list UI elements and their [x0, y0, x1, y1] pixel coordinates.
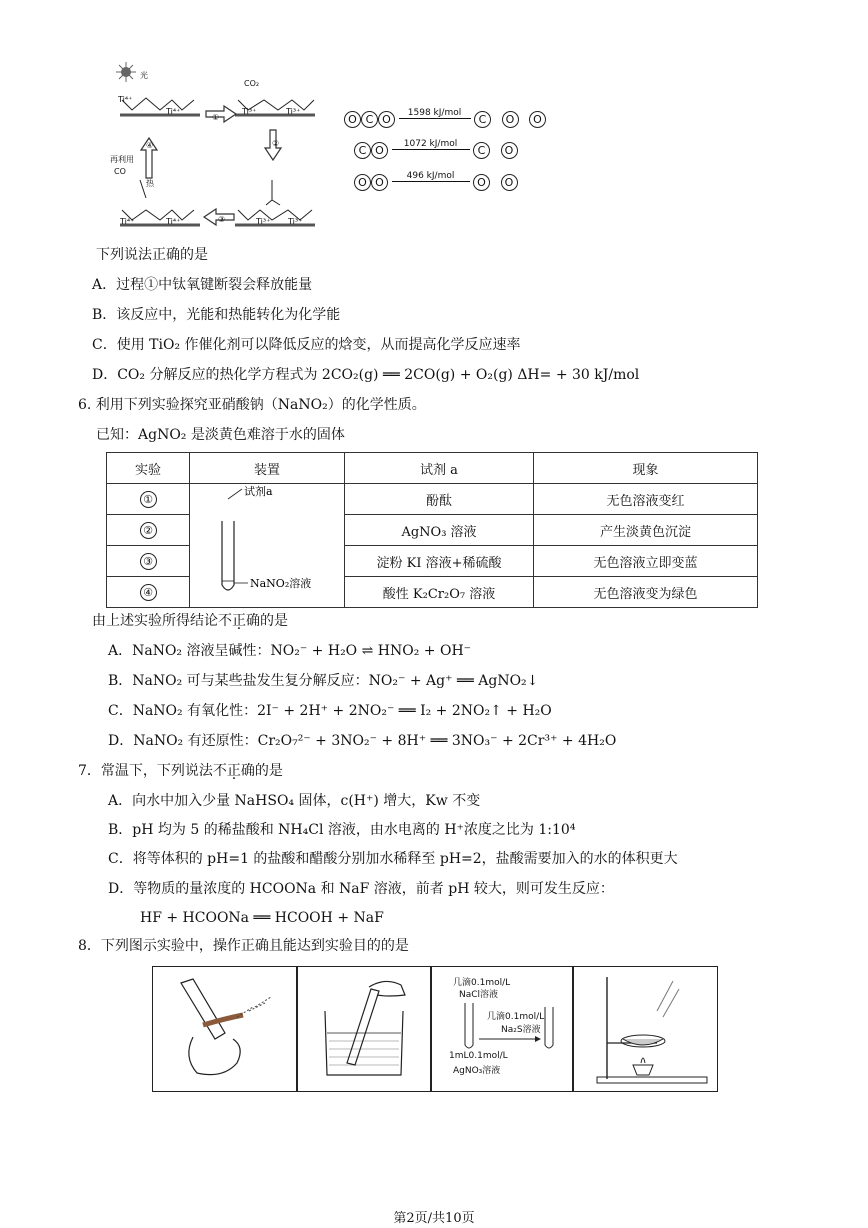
table-header: 实验: [107, 453, 190, 484]
table-cell: 淀粉 KI 溶液+稀硫酸: [345, 546, 534, 577]
q5-option-b: B．该反应中，光能和热能转化为化学能: [92, 307, 341, 323]
q7-option-c: C．将等体积的 pH=1 的盐酸和醋酸分别加水稀释至 pH=2，盐酸需要加入的水的体积更大: [108, 851, 678, 867]
co2-label: CO₂: [244, 79, 260, 88]
q5-stem: 下列说法正确的是: [96, 247, 208, 263]
q6-option-a: A．NaNO₂ 溶液呈碱性：NO₂⁻ + H₂O ⇌ HNO₂ + OH⁻: [108, 643, 472, 659]
q6-option-b: B．NaNO₂ 可与某些盐发生复分解反应：NO₂⁻ + Ag⁺ ══ AgNO₂↓: [108, 673, 539, 689]
experiment-table: [106, 452, 758, 608]
ti-label: Ti⁴⁺: [166, 107, 181, 116]
panel3-label: 几滴0.1mol/L: [487, 1012, 545, 1022]
table-cell: ③: [107, 546, 190, 577]
energy-value: 1072 kJ/mol: [392, 139, 470, 150]
energy-row: O O 496 kJ/mol O O: [354, 171, 518, 191]
q7-stem: 7．常温下，下列说法不正确的是: [78, 763, 283, 779]
mechanism-figure: [110, 60, 330, 235]
page-footer: 第2页/共10页: [393, 1211, 475, 1226]
heat-label: 热: [146, 179, 154, 188]
step-label: ④: [146, 141, 154, 150]
device-cell: [190, 484, 345, 608]
q6-conclusion-stem: 由上述实验所得结论不正确的是: [92, 613, 288, 629]
energy-row: C O 1072 kJ/mol C O: [354, 139, 518, 159]
panel3-label: NaCl溶液: [459, 990, 499, 1000]
table-cell: 无色溶液变红: [534, 484, 758, 515]
test-tubes-arrow-icon: [431, 967, 573, 1091]
table-cell: ④: [107, 577, 190, 608]
q8-panel-1: [152, 966, 298, 1092]
step-label: ②: [272, 139, 280, 148]
q6-option-d: D．NaNO₂ 有还原性：Cr₂O₇²⁻ + 3NO₂⁻ + 8H⁺ ══ 3NO₃⁻ + 2Cr³⁺ + 4H₂O: [108, 733, 617, 749]
table-cell: 无色溶液立即变蓝: [534, 546, 758, 577]
q7-option-b: B．pH 均为 5 的稀盐酸和 NH₄Cl 溶液，由水电离的 H⁺浓度之比为 1:10⁴: [108, 822, 576, 838]
q5-option-d: D．CO₂ 分解反应的热化学方程式为 2CO₂(g) ══ 2CO(g) + O₂(g) ΔH= + 30 kJ/mol: [92, 367, 640, 383]
q6-stem: 6. 利用下列实验探究亚硝酸钠（NaNO₂）的化学性质。: [78, 397, 426, 413]
panel3-label: 几滴0.1mol/L: [453, 978, 511, 988]
q8-panel-4: [572, 966, 718, 1092]
table-cell: ①: [107, 484, 190, 515]
co-label: CO: [114, 167, 126, 176]
table-cell: ②: [107, 515, 190, 546]
q5-option-a: A．过程①中钛氧键断裂会释放能量: [92, 277, 313, 293]
q7-option-d: D．等物质的量浓度的 HCOONa 和 NaF 溶液，前者 pH 较大，则可发生反应：: [108, 881, 614, 897]
device-label-top: 试剂a: [244, 484, 273, 498]
ti-label: Ti⁴⁺: [120, 217, 135, 226]
q7-equation: HF + HCOONa ══ HCOOH + NaF: [140, 910, 384, 926]
table-header: 试剂 a: [345, 453, 534, 484]
q6-option-c: C．NaNO₂ 有氧化性：2I⁻ + 2H⁺ + 2NO₂⁻ ══ I₂ + 2NO₂↑ + H₂O: [108, 703, 552, 719]
q8-panel-3: [430, 966, 574, 1092]
ti-label: Ti³⁺: [242, 107, 257, 116]
table-header-row: [107, 453, 758, 484]
hand-test-tube-icon: [153, 967, 297, 1091]
energy-row: O C O 1598 kJ/mol C O O: [344, 108, 546, 128]
table-cell: AgNO₃ 溶液: [345, 515, 534, 546]
table-header: 装置: [190, 453, 345, 484]
ti-label: Ti⁴⁺: [118, 95, 133, 104]
table-cell: 酚酞: [345, 484, 534, 515]
step-label: ①: [212, 113, 220, 122]
ti-label: Ti³⁺: [288, 217, 303, 226]
q8-stem: 8．下列图示实验中，操作正确且能达到实验目的的是: [78, 938, 409, 954]
panel3-label: Na₂S溶液: [501, 1025, 541, 1035]
test-tube-icon: [192, 485, 342, 603]
q6-known: 已知：AgNO₂ 是淡黄色难溶于水的固体: [96, 427, 345, 443]
ti-label: Ti⁴⁺: [166, 217, 181, 226]
panel3-label: 1mL0.1mol/L: [449, 1051, 508, 1061]
beaker-icon: [297, 967, 431, 1091]
ti-label: Ti³⁺: [256, 217, 271, 226]
q5-option-c: C．使用 TiO₂ 作催化剂可以降低反应的焓变，从而提高化学反应速率: [92, 337, 521, 353]
table-cell: 无色溶液变为绿色: [534, 577, 758, 608]
energy-value: 1598 kJ/mol: [399, 108, 471, 119]
light-label: 光: [140, 71, 148, 80]
q7-option-a: A．向水中加入少量 NaHSO₄ 固体，c(H⁺) 增大，Kw 不变: [108, 793, 481, 809]
table-row: [107, 484, 758, 515]
table-header: 现象: [534, 453, 758, 484]
table-cell: 产生淡黄色沉淀: [534, 515, 758, 546]
energy-value: 496 kJ/mol: [392, 171, 470, 182]
panel3-label: AgNO₃溶液: [453, 1066, 501, 1076]
reuse-label: 再利用: [110, 155, 134, 164]
evaporating-dish-icon: [573, 967, 717, 1091]
device-label-bottom: NaNO₂溶液: [250, 576, 312, 590]
q8-panel-2: [296, 966, 432, 1092]
ti-label: Ti³⁺: [286, 107, 301, 116]
step-label: ③: [218, 215, 226, 224]
table-cell: 酸性 K₂Cr₂O₇ 溶液: [345, 577, 534, 608]
